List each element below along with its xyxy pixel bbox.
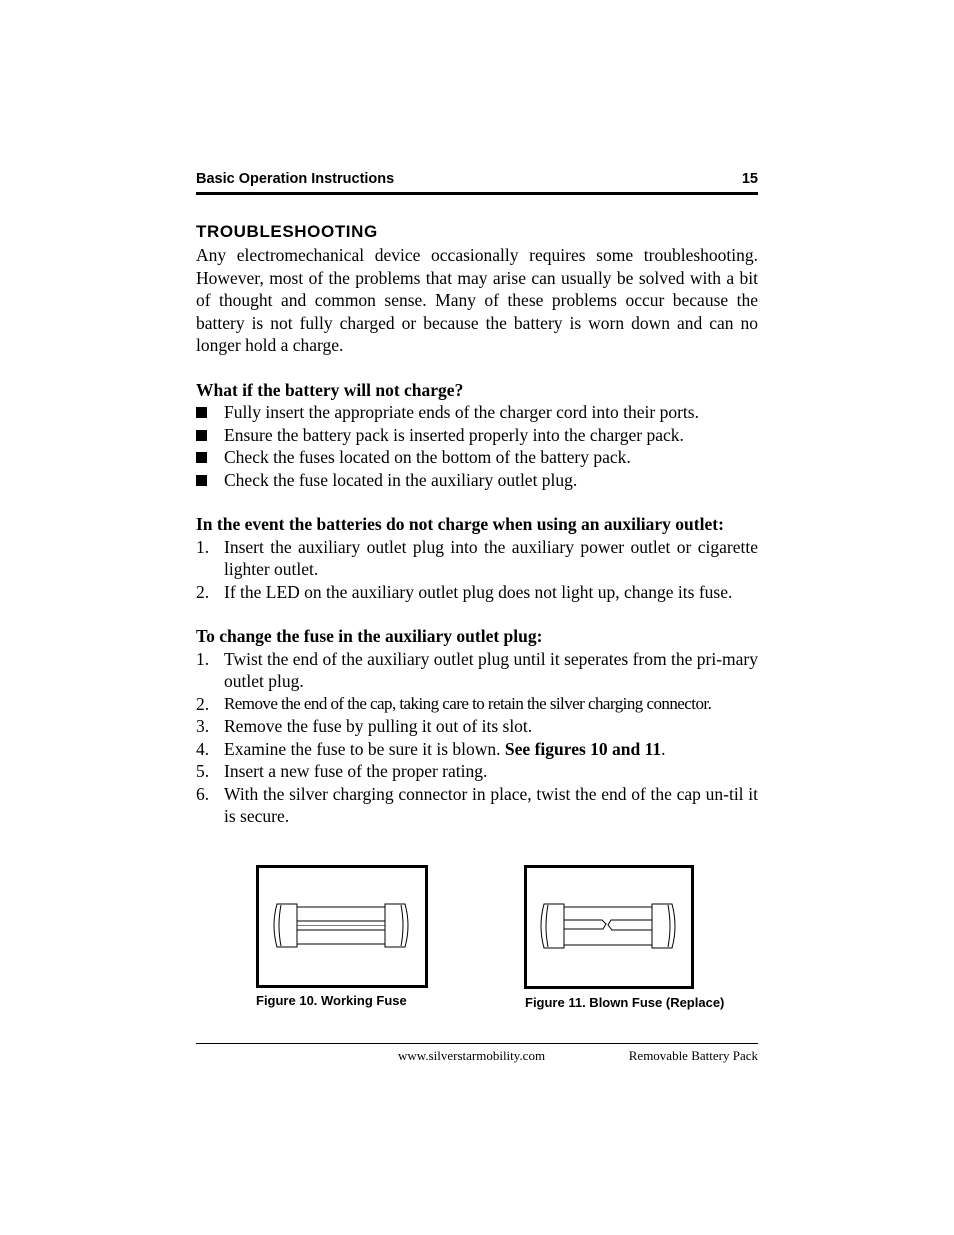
- blown-fuse-icon: [527, 868, 691, 986]
- battery-not-charge-heading: What if the battery will not charge?: [196, 379, 464, 400]
- header-section-title: Basic Operation Instructions: [196, 171, 395, 187]
- change-fuse-steps: [196, 648, 758, 828]
- bullet-square-icon: [196, 430, 207, 441]
- figure-reference: See figures 10 and 11: [504, 738, 662, 759]
- running-header: [196, 171, 758, 191]
- change-fuse-heading: To change the fuse in the auxiliary outlet plug:: [196, 626, 543, 646]
- list-item: 1. Insert the auxiliary outlet plug into the auxiliary power outlet or cigarette lighter outlet.: [196, 536, 758, 579]
- list-item: 4. Examine the fuse to be sure it is blown. See figures 10 and 11.: [196, 738, 666, 759]
- section-title: TROUBLESHOOTING: [196, 222, 378, 241]
- figure-blown-fuse: [524, 865, 694, 989]
- figure-10-caption: Figure 10. Working Fuse: [256, 993, 407, 1008]
- document-page: [196, 0, 758, 1235]
- intro-paragraph: Any electromechanical device occasionally requires some troubleshooting. However, most of the problems that may arise can usually be solved with a bit of thought and common sense. Many of these problems occur because the battery is not fully charged or because the battery is worn down and can no longer hold a charge.: [196, 245, 758, 355]
- page-number: 15: [741, 171, 758, 187]
- list-item: 2. If the LED on the auxiliary outlet plug does not light up, change its fuse.: [196, 581, 733, 602]
- battery-check-list: [196, 401, 758, 491]
- list-item: Check the fuses located on the bottom of the battery pack.: [196, 446, 758, 469]
- footer-product-name: Removable Battery Pack: [628, 1048, 758, 1063]
- footer-url: www.silverstarmobility.com: [398, 1048, 546, 1063]
- body-text: [196, 244, 758, 828]
- bullet-square-icon: [196, 407, 207, 418]
- bullet-square-icon: [196, 475, 207, 486]
- list-item: 1. Twist the end of the auxiliary outlet plug until it seperates from the pri-mary outlet plug.: [196, 648, 758, 691]
- working-fuse-icon: [259, 868, 425, 985]
- list-item: 3. Remove the fuse by pulling it out of its slot.: [196, 716, 533, 736]
- list-item: Ensure the battery pack is inserted properly into the charger pack.: [196, 424, 758, 447]
- auxiliary-outlet-steps: [196, 536, 758, 604]
- list-item: 6. With the silver charging connector in place, twist the end of the cap un-til it is secure.: [196, 783, 758, 826]
- header-rule: [196, 192, 758, 195]
- list-item: Check the fuse located in the auxiliary outlet plug.: [196, 469, 758, 492]
- list-item: 5. Insert a new fuse of the proper rating.: [196, 761, 488, 781]
- list-item: 2. Remove the end of the cap, taking care to retain the silver charging connector.: [196, 693, 712, 714]
- list-item: Fully insert the appropriate ends of the charger cord into their ports.: [196, 401, 758, 424]
- auxiliary-outlet-heading: In the event the batteries do not charge when using an auxiliary outlet:: [196, 514, 724, 534]
- bullet-square-icon: [196, 452, 207, 463]
- footer-rule: [196, 1043, 758, 1044]
- figure-11-caption: Figure 11. Blown Fuse (Replace): [525, 995, 725, 1010]
- figure-working-fuse: [256, 865, 428, 988]
